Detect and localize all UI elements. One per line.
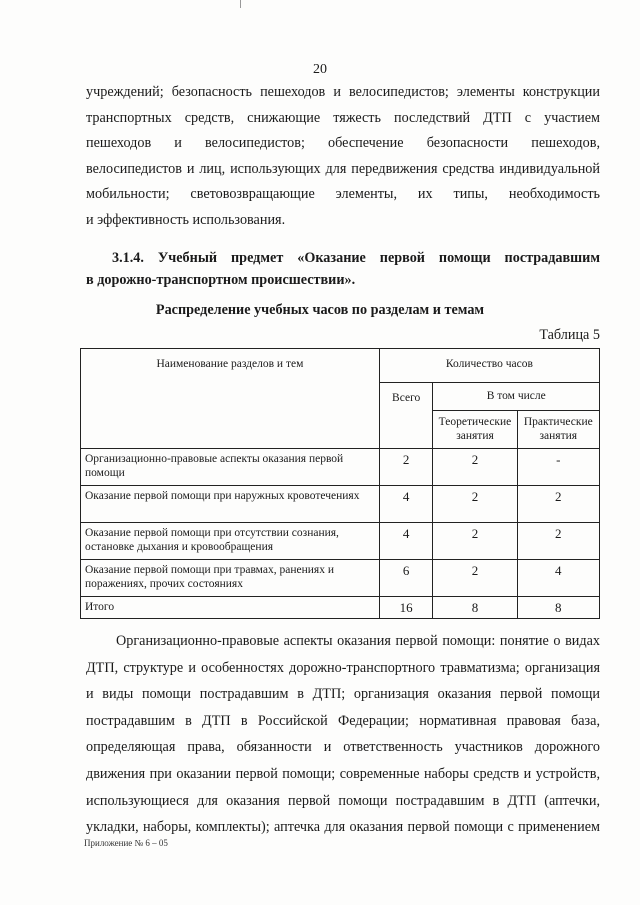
paragraph-continued <box>86 80 600 233</box>
table-row <box>81 560 600 597</box>
row-total: 2 <box>379 449 433 486</box>
row-practice: - <box>517 449 599 486</box>
hours-table <box>80 348 600 619</box>
section-heading-line: 3.1.4. Учебный предмет «Оказание первой помощи пострадавшим <box>112 250 600 266</box>
text-line: и виды помощи пострадавшим в ДТП; организация оказания первой помощи <box>86 686 600 703</box>
row-theory: 2 <box>433 560 517 597</box>
row-name: Организационно-правовые аспекты оказания первой помощи <box>81 449 380 486</box>
total-practice: 8 <box>517 597 599 619</box>
table-row <box>81 486 600 523</box>
page-number: 20 <box>313 62 327 77</box>
text-line: укладки, наборы, комплекты); аптечка для оказания первой помощи с применением <box>86 819 600 836</box>
header-name: Наименование разделов и тем <box>81 349 380 449</box>
header-count: Количество часов <box>379 349 599 383</box>
scan-mark <box>240 0 241 8</box>
text-line: пострадавшим в ДТП в Российской Федерации; нормативная правовая база, <box>86 712 600 729</box>
row-total: 6 <box>379 560 433 597</box>
text-line: мобильности; световозвращающие элементы, их типы, необходимость <box>86 186 600 202</box>
table-row <box>81 523 600 560</box>
table-title: Распределение учебных часов по разделам и темам <box>155 302 485 318</box>
row-practice: 2 <box>517 486 599 523</box>
footer-note: Приложение № 6 – 05 <box>84 838 168 848</box>
text-line: учреждений; безопасность пешеходов и велосипедистов; элементы конструкции <box>86 84 600 100</box>
header-total: Всего <box>379 383 433 449</box>
text-line: ДТП, структуре и особенностях дорожно-транспортного травматизма; организация <box>86 659 600 676</box>
total-theory: 8 <box>433 597 517 619</box>
text-line: движения при оказании первой помощи; современные наборы средств и устройств, <box>86 765 600 782</box>
text-line: и эффективность использования. <box>86 211 286 228</box>
header-including: В том числе <box>433 383 600 411</box>
text-line: Организационно-правовые аспекты оказания первой помощи: понятие о видах <box>116 633 600 649</box>
header-practice: Практические занятия <box>517 411 599 449</box>
row-name: Оказание первой помощи при наружных кровотечениях <box>81 486 380 523</box>
header-theory: Теоретические занятия <box>433 411 517 449</box>
text-line: использующиеся для оказания первой помощи пострадавшим в ДТП (аптечки, <box>86 792 600 809</box>
row-theory: 2 <box>433 486 517 523</box>
row-total: 4 <box>379 523 433 560</box>
row-practice: 2 <box>517 523 599 560</box>
row-total: 4 <box>379 486 433 523</box>
text-line: определяющая права, обязанности и ответственность участников дорожного <box>86 739 600 756</box>
row-practice: 4 <box>517 560 599 597</box>
section-heading-line: в дорожно-транспортном происшествии». <box>86 272 356 288</box>
table-row <box>81 449 600 486</box>
text-line: пешеходов и велосипедистов; обеспечение безопасности пешеходов, <box>86 135 600 151</box>
row-name: Оказание первой помощи при травмах, ранениях и поражениях, прочих состояниях <box>81 560 380 597</box>
total-total: 16 <box>379 597 433 619</box>
table-caption: Таблица 5 <box>539 327 600 343</box>
paragraph-first-aid-legal <box>86 628 600 841</box>
text-line: велосипедистов и лиц, использующих для передвижения средства индивидуальной <box>86 160 600 177</box>
section-heading <box>86 247 600 291</box>
text-line: транспортных средств, снижающие тяжесть последствий ДТП с участием <box>86 109 600 126</box>
row-name: Оказание первой помощи при отсутствии сознания, остановке дыхания и кровообращения <box>81 523 380 560</box>
row-theory: 2 <box>433 449 517 486</box>
total-label: Итого <box>81 597 380 619</box>
table-total-row <box>81 597 600 619</box>
row-theory: 2 <box>433 523 517 560</box>
